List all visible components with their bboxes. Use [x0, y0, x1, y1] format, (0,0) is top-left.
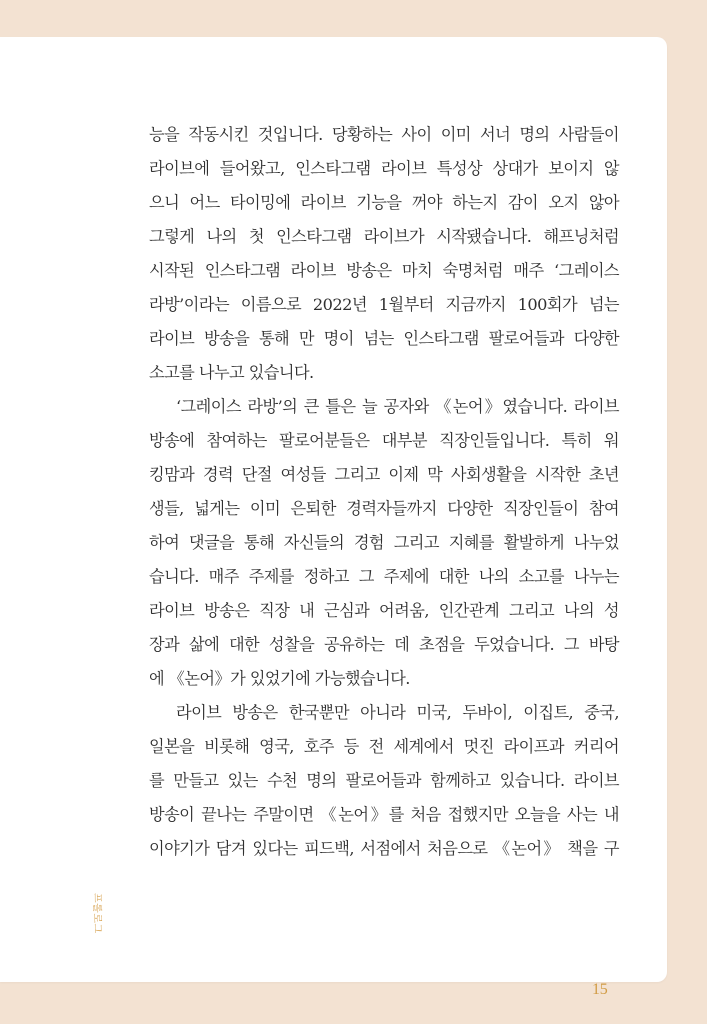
text-line: 방송에 참여하는 팔로어분들은 대부분 직장인들입니다. 특히 워 — [149, 431, 619, 450]
body-text — [149, 118, 619, 866]
page-number: 15 — [592, 981, 608, 998]
text-line: 이야기가 담겨 있다는 피드백, 서점에서 처음으로 《논어》 책을 구 — [149, 839, 619, 858]
text-line: 장과 삶에 대한 성찰을 공유하는 데 초점을 두었습니다. 그 바탕 — [149, 635, 619, 654]
running-head: 프롤로그 — [91, 893, 102, 934]
text-line: 하여 댓글을 통해 자신들의 경험 그리고 지혜를 활발하게 나누었 — [149, 533, 619, 552]
text-line: 킹맘과 경력 단절 여성들 그리고 이제 막 사회생활을 시작한 초년 — [149, 465, 619, 484]
paragraph — [149, 118, 619, 390]
text-line: 방송이 끝나는 주말이면 《논어》를 처음 접했지만 오늘을 사는 내 — [149, 805, 619, 824]
text-line: 시작된 인스타그램 라이브 방송은 마치 숙명처럼 매주 ‘그레이스 — [149, 261, 619, 280]
book-page — [0, 37, 667, 998]
paragraph — [149, 390, 619, 696]
text-line: ‘그레이스 라방’의 큰 틀은 늘 공자와 《논어》였습니다. 라이브 — [176, 397, 619, 416]
text-line: 으니 어느 타이밍에 라이브 기능을 꺼야 하는지 감이 오지 않아 — [149, 193, 619, 212]
text-line: 라이브 방송은 직장 내 근심과 어려움, 인간관계 그리고 나의 성 — [149, 601, 619, 620]
text-line: 라이브 방송은 한국뿐만 아니라 미국, 두바이, 이집트, 중국, — [176, 703, 619, 722]
paragraph — [149, 696, 619, 866]
text-line: 소고를 나누고 있습니다. — [149, 363, 314, 382]
text-line: 라방’이라는 이름으로 2022년 1월부터 지금까지 100회가 넘는 — [149, 295, 619, 314]
text-line: 그렇게 나의 첫 인스타그램 라이브가 시작됐습니다. 해프닝처럼 — [149, 227, 619, 246]
text-line: 라이브에 들어왔고, 인스타그램 라이브 특성상 상대가 보이지 않 — [149, 159, 619, 178]
text-line: 습니다. 매주 주제를 정하고 그 주제에 대한 나의 소고를 나누는 — [149, 567, 619, 586]
text-line: 일본을 비롯해 영국, 호주 등 전 세계에서 멋진 라이프과 커리어 — [149, 737, 619, 756]
text-line: 에 《논어》가 있었기에 가능했습니다. — [149, 669, 410, 688]
text-line: 능을 작동시킨 것입니다. 당황하는 사이 이미 서너 명의 사람들이 — [149, 125, 619, 144]
text-line: 라이브 방송을 통해 만 명이 넘는 인스타그램 팔로어들과 다양한 — [149, 329, 619, 348]
text-line: 생들, 넓게는 이미 은퇴한 경력자들까지 다양한 직장인들이 참여 — [149, 499, 619, 518]
text-line: 를 만들고 있는 수천 명의 팔로어들과 함께하고 있습니다. 라이브 — [149, 771, 619, 790]
